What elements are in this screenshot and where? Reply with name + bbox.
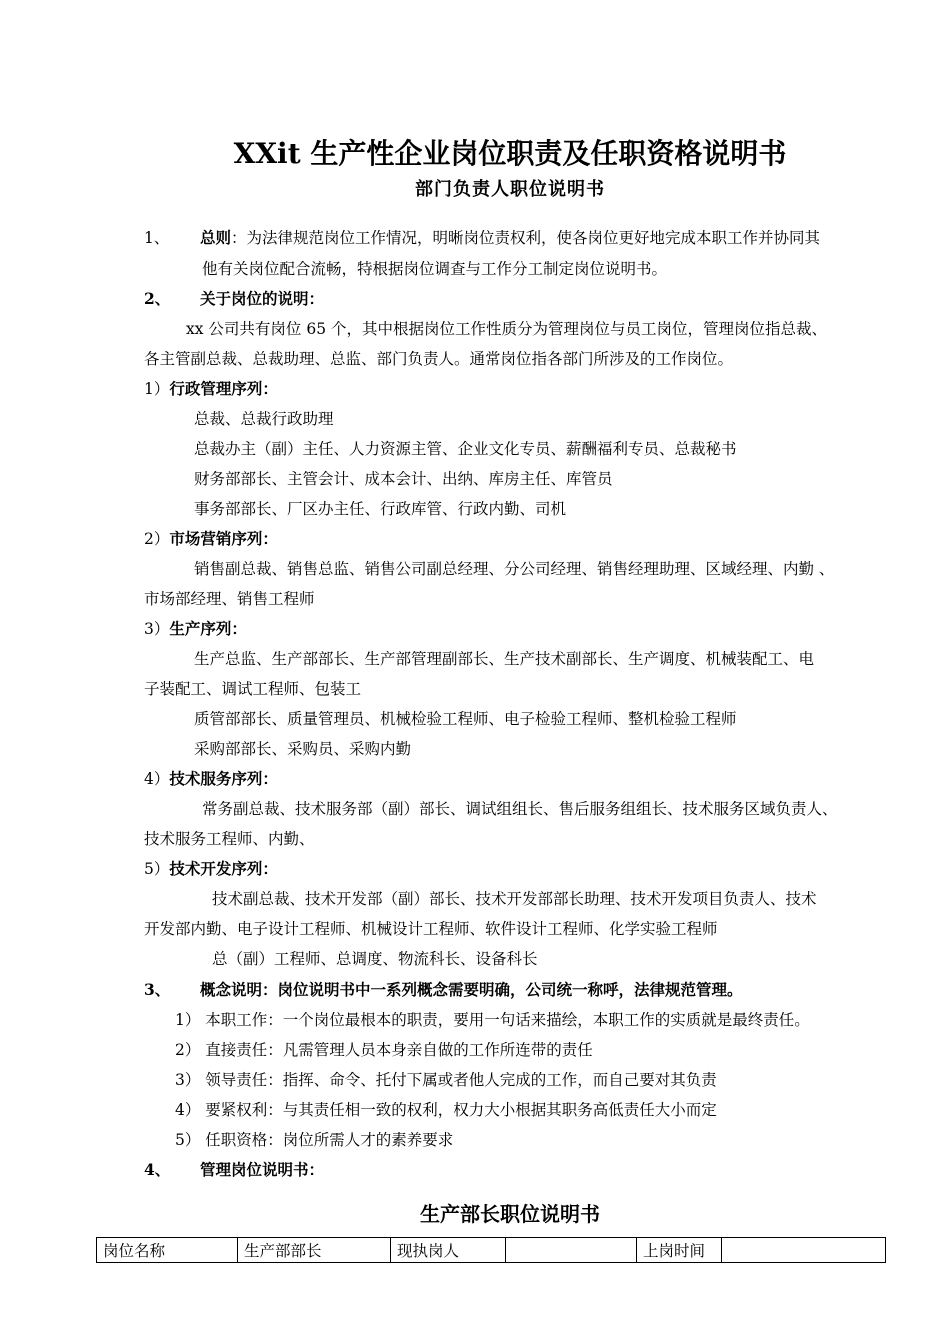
section-4-label: 管理岗位说明书： — [200, 1160, 325, 1179]
section-2-intro-1: xx 公司共有岗位 65 个，其中根据岗位工作性质分为管理岗位与员工岗位，管理岗位指总裁、 — [186, 320, 827, 338]
table-cell-holder-label: 现执岗人 — [391, 1238, 506, 1263]
seq-2-heading — [144, 529, 278, 549]
concept-item: 3） 领导责任：指挥、命令、托付下属或者他人完成的工作，而自己要对其负责 — [175, 1071, 717, 1089]
seq-1-line-2: 总裁办主（副）主任、人力资源主管、企业文化专员、薪酬福利专员、总裁秘书 — [194, 440, 737, 458]
seq-2-line-1: 销售副总裁、销售总监、销售公司副总经理、分公司经理、销售经理助理、区域经理、内勤 、 — [194, 560, 835, 578]
seq-1-title: 行政管理序列： — [169, 379, 278, 398]
seq-5-number: 5） — [144, 860, 170, 878]
seq-1-line-3: 财务部部长、主管会计、成本会计、出纳、库房主任、库管员 — [194, 470, 613, 488]
concept-item: 2） 直接责任：凡需管理人员本身亲自做的工作所连带的责任 — [175, 1041, 593, 1059]
section-1-line-2: 他有关岗位配合流畅，特根据岗位调查与工作分工制定岗位说明书。 — [202, 260, 668, 278]
table-cell-holder-value — [506, 1238, 637, 1263]
seq-4-number: 4） — [144, 770, 170, 788]
seq-1-line-1: 总裁、总裁行政助理 — [194, 410, 334, 428]
seq-2-number: 2） — [144, 530, 170, 548]
seq-3-line-4: 采购部部长、采购员、采购内勤 — [194, 740, 412, 758]
seq-3-line-1: 生产总监、生产部部长、生产部管理副部长、生产技术副部长、生产调度、机械装配工、电 — [194, 650, 815, 668]
section-1-text: ：为法律规范岗位工作情况，明晰岗位责权利，使各岗位更好地完成本职工作并协同其 — [231, 229, 821, 247]
section-3-number: 3、 — [144, 980, 171, 999]
section-2-heading — [144, 289, 324, 309]
seq-4-heading — [144, 769, 278, 789]
section-4-heading — [144, 1160, 324, 1180]
job-info-table — [96, 1237, 886, 1263]
seq-5-line-3: 总（副）工程师、总调度、物流科长、设备科长 — [212, 950, 538, 968]
seq-3-heading — [144, 619, 247, 639]
seq-5-line-2: 开发部内勤、电子设计工程师、机械设计工程师、软件设计工程师、化学实验工程师 — [144, 920, 718, 938]
section-2-number: 2、 — [144, 289, 171, 308]
concept-item: 1） 本职工作：一个岗位最根本的职责，要用一句话来描绘，本职工作的实质就是最终责任。 — [175, 1011, 810, 1029]
section-3-label: 概念说明：岗位说明书中一系列概念需要明确，公司统一称呼，法律规范管理。 — [200, 980, 743, 999]
document-subtitle: 部门负责人职位说明书 — [415, 179, 605, 200]
table-cell-position-value: 生产部部长 — [238, 1238, 391, 1263]
section-3-heading — [144, 980, 743, 1000]
table-row — [97, 1238, 886, 1263]
concept-item: 5） 任职资格：岗位所需人才的素养要求 — [175, 1131, 454, 1149]
seq-1-number: 1） — [144, 380, 170, 398]
seq-5-heading — [144, 859, 278, 879]
table-cell-start-label: 上岗时间 — [637, 1238, 722, 1263]
seq-4-line-1: 常务副总裁、技术服务部（副）部长、调试组组长、售后服务组组长、技术服务区域负责人、 — [202, 800, 838, 818]
seq-3-line-3: 质管部部长、质量管理员、机械检验工程师、电子检验工程师、整机检验工程师 — [194, 710, 737, 728]
seq-1-heading — [144, 379, 278, 399]
section-4-number: 4、 — [144, 1160, 171, 1179]
section-1-label: 总则 — [200, 228, 232, 247]
seq-3-title: 生产序列： — [169, 619, 247, 638]
seq-5-title: 技术开发序列： — [169, 859, 278, 878]
job-description-title: 生产部长职位说明书 — [420, 1202, 600, 1226]
document-title: XXit 生产性企业岗位职责及任职资格说明书 — [233, 137, 787, 170]
seq-1-line-4: 事务部部长、厂区办主任、行政库管、行政内勤、司机 — [194, 500, 567, 518]
seq-2-title: 市场营销序列： — [169, 529, 278, 548]
seq-3-line-2: 子装配工、调试工程师、包装工 — [144, 680, 362, 698]
table-cell-position-label: 岗位名称 — [97, 1238, 238, 1263]
section-2-intro-2: 各主管副总裁、总裁助理、总监、部门负责人。通常岗位指各部门所涉及的工作岗位。 — [144, 350, 734, 368]
concept-item: 4） 要紧权利：与其责任相一致的权利，权力大小根据其职务高低责任大小而定 — [175, 1101, 717, 1119]
seq-2-line-2: 市场部经理、销售工程师 — [144, 590, 315, 608]
table-cell-start-value — [722, 1238, 886, 1263]
seq-4-line-2: 技术服务工程师、内勤、 — [144, 830, 315, 848]
section-1-line-1 — [144, 228, 820, 248]
seq-4-title: 技术服务序列： — [169, 769, 278, 788]
seq-3-number: 3） — [144, 620, 170, 638]
seq-5-line-1: 技术副总裁、技术开发部（副）部长、技术开发部部长助理、技术开发项目负责人、技术 — [212, 890, 817, 908]
section-1-number: 1、 — [144, 229, 170, 247]
section-2-label: 关于岗位的说明： — [200, 289, 325, 308]
